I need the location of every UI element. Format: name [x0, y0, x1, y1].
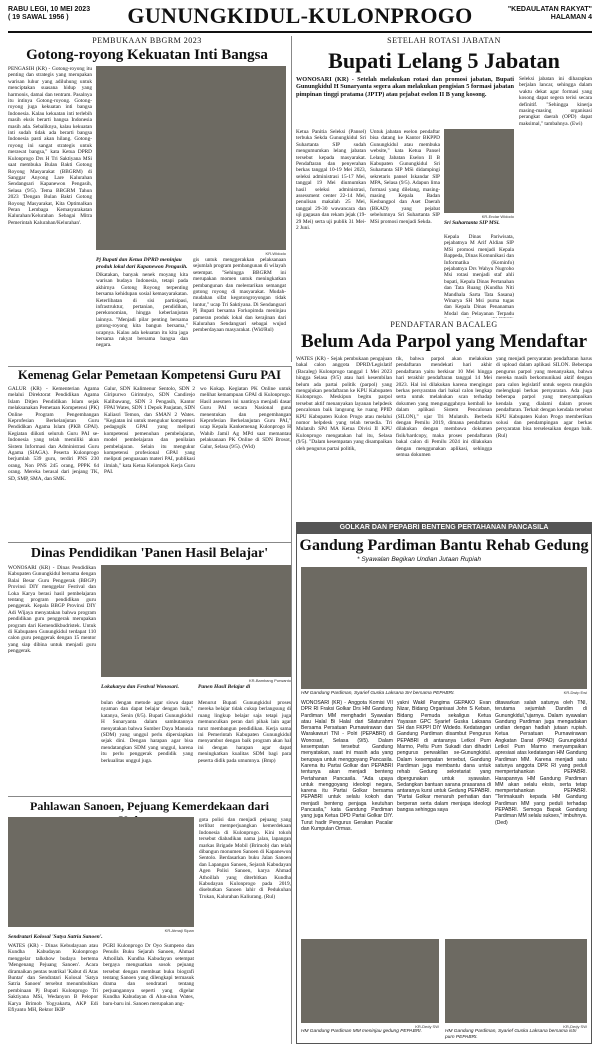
photo-caption: Panen Hasil Belajar di [198, 684, 251, 690]
photo-credit: KR-Dwip Ewi [563, 690, 587, 695]
article-dinas-pendidikan [8, 545, 291, 793]
article-kemenag [8, 368, 291, 540]
article-column: ditawarkan salah satunya oleh TNI, terutama sejumlah Dandim di Gunungkidul,"ujarnya. Dalam syawalan Gandung Pardiman juga mengadakan undian dengan hadiah jutaan rupiah. Ketua Persatuan Purnawirawan Angkatan Darat (PPAD) Gunungkidul Letkol Purn Marmo menyampaikan apresiasi atas kedatangan HM Gandung Pardiman MM. Karena menjadi satu satunya anggota DPR RI yang peduli mempertahankan PEPABRI. Harapannya HM Gandung Pardiman MM akan selalu eksis, serta tetap mempertahankan PEPABRI. "Terimakasih kepada HM Gandung Pardiman MM yang peduli terhadap PEPABRI. Semoga Bapak Gandung Pardiman MM selalu sukses," imbuhnya. (Ded) [495, 700, 587, 826]
photo-credit: KR-Bambang Purwanto [248, 678, 291, 683]
group-photo [301, 567, 587, 689]
column-divider [291, 36, 292, 362]
article-title: Kemenag Gelar Pemetaan Kompetensi Guru PAI [17, 368, 282, 382]
article-column: WONOSARI (KR) - Anggota Komisi VII DPR RI Fraksi Golkar Drs HM Gandung Pardiman MM menghadiri Syawalan atau Halal Bi Halal dari Silaturahmi Bersama Persatuan Purnawirawan dan Warakawuri TNI - Polri (PEPABRI) di Wonosari, Selasa (9/5). Dalam kesempatan tersebut Gandung menyatakan, saat ini masih ada yang berupaya untuk menggoyang Pancasila. Karena itu Partai Golkar dan PEPABRI tentunya akan menjadi benteng Pertahanan Pancasila. "Ada upaya untuk menggoyang ideologi negara, karena itu Partai Golkar bersama PEPABRI untuk selalu kokoh dan menjadi benteng penjaga keutuhan Pancasila," kata Gandung Pardiman yang juga Ketua DPD Partai Golkar DIY. Turut hadir Pengurus Gerakan Pacalar dan Kumpulan Ormas. [301, 700, 393, 832]
photo-caption: HM Gandung Pardiman, Syarief Guska Laksana SH bersama PEPABRI. [301, 691, 455, 696]
article-kicker: SETELAH ROTASI JABATAN [387, 36, 501, 45]
news-photo [96, 66, 286, 250]
javanese-date-line: ( 19 SAWAL 1956 ) [8, 14, 69, 21]
section-divider [8, 366, 291, 367]
photo-caption: Lokakarya dan Festival Wonosari. [101, 684, 180, 690]
article-column: PGRI Kulonprogo Dr Oyo Sumpeno dan Penulis Buku Sejarah Sanoen, Ahmad Athoillah. Kundha Kabudayan setempat bergaya menguatkan sosok pejuang tersebut dengan membuat buku biografi tentang Sanoen yang dilengkapi termasuk drama dan sendratari tentang perjuangannya seperti yang digelar Kundha Kabudayan di Alun-alun Wates, baru-baru ini. Sanoen merupakan ang- [103, 943, 194, 1007]
article-title: Gandung Pardiman Bantu Rehab Gedung [299, 537, 589, 554]
photo-caption: HM Gandung Pardiman MM meninjau gedung PEPABRI. [301, 1029, 422, 1034]
article-gotong-royong [8, 36, 286, 366]
photo-credit: KR-Atmaji Sipan [164, 928, 194, 933]
article-lead: WONOSARI (KR) - Setelah melakukan rotasi dan promosi jabatan, Bupati Gunungkidul H Sunaryanta segera akan melakukan pengisian 5 formasi jabatan pimpinan tinggi pratama (JPTP) atau pejabat eselon II B yang kosong. [296, 76, 514, 98]
article-pahlawan-sanoen [8, 799, 291, 1044]
article-column: gota polisi dan menjadi pejuang yang terlibat memperjuangkan kemerdekaan Indonesia di Kulonprogo. Kini tokoh tersebut diabadikan nama jalan, lapangan markas Brigade Mobil (Brimob) dan telah dibangun monumen Sanoen di Kapanewon Sentolo. Berdasarkan buku Jalan Sanoen dan Lapangan Sanoen, Sejarah Kabudayan Agen Polisi Sanoen, karya Ahmad Athoillah yang diterbitkan Kundha Kabudayan Kulonprogo pada 2019, disebutkan Sanoen lahir di Pedukuhan Trukan, Kalurahan Kaliurang. (Rul) [199, 817, 291, 900]
section-band: GOLKAR DAN PEPABRI BENTENG PERTAHANAN PANCASILA [297, 523, 591, 534]
photo-credit: KR-Endar Widodo [481, 214, 514, 219]
article-column: WONOSARI (KR) - Dinas Pendidikan Kabupaten Gunungkidul bersama dengan Balai Besar Guru Penggerak (BBGP) Provinsi DIY menggelar Festival dan Loka Karya berasi hasil pembelajaran tentang program pendidikan guru penggerak. Kepala BBGP Provinsi DIY Adi Wijaya menyatakan bahwa program pendidikan guru penggerak merupakan program dari Kemendikbudristek. Untuk di Kabupaten Gunungkidul terdapat 110 calon guru penggerak dengan 15 mentor yang siap dibina untuk menjadi guru penggerak. [8, 565, 96, 655]
article-column: Ketua Panitia Seleksi (Pansel) terbuka Sekda Gunungkidul Sri Suhartanta SIP sudah mengumumkan lelang jabatan tersebut kepada masyarakat. Pendaftaran dan penyerahan berkas tanggal 10-19 Mei 2023, seleksi administrasi 15-17 Mei, tanggal 19 Mei diumumkan hasil seleksi administrasi, assessment center 22-14 Mei, penulisan makalah 25 Mei, tanggal 29-30 wawancara dan uji gagasan dan rekam jejak (19-29 Mei) serta uji publik 31 Mei- 2 Juni. [296, 129, 366, 232]
photo-credit: KR-Widodo [265, 251, 286, 256]
article-column: Galur, SDN Kalimenur Sentolo, SDN 2 Giripurwo Girimulyo, SDN Candirejo Kalibawang, SDN 3 Pengasih, Kantor FPAI Wates, SDN 1 Depok Panjatan, SDN Kaliasri Temon, dan SMAN 2 Wates. "Kegiatan ini untuk mengukur kompetensi pedagogik GPAI yang meliputi kompetensi pemenuhan pembelajaran, model pembelajaran dan penilaian pembelajaran. Selain itu mengukur kompetensi profesional GPAI yang meliputi penguasaan materi PAI, publikasi ilmiah," kata Ketua Kelompok Kerja Guru PAI. [104, 386, 195, 476]
date-line: RABU LEGI, 10 MEI 2023 [8, 6, 91, 13]
article-title: Bupati Lelang 5 Jabatan [328, 48, 560, 73]
article-gandung-pardiman [296, 522, 592, 1044]
article-column: tik, bahwa parpol akan melakukan pendaftaran mendekati hari akhir pendaftaran yaitu berkisar 10 Mei hingga hari terakhir pendaftaran tanggal 14 Mei 2023. Hal ini dilakukan karena mengingat berkas persyaratan dari bakal calon lengkap serta untuk melakukan scan terhadap dokumen yang mengunggahnya kembali ke dalam aplikasi Sistem Pencalonan (SILON)," ujar Tri Mulatsih. Berbeda dengan Pemilu 2019, dimana pendaftaran dilakukan dengan membawa dokumen fisik/hardcopy, maka proses pendaftaran bakal calon di Pemilu 2024 ini dilakukan dengan menggunakan aplikasi, sehingga semua dokumen [396, 356, 492, 459]
article-column: PENGASIH (KR) - Gotong-royong itu penting dan strategis yang merupakan warisan luhur yang adiluhung untuk menciptakan suasana hidup yang harmonis, damai dan tentram. Pasalnya itu intinya Gotong-royong. Gotong-royong juga kekuatan inti bangsa Indonesia. Kalau kekuatan inti terlebih masih eksis berarti bangsa Indonesia masih ada. Sebaliknya, kalau kekuatan inti sudah tidak ada berarti bangsa Indonesia pasti akan hilang. Gotong-royong ini sangat strategis untuk merawat bangsa," kata Ketua DPRD Kulonprogo Drs H Tri Saktiyana MSi saat membuka Bulan Bakti Gotong Royong Masyarakat (BBGRM) di Sanggar Anyong Lare Kalurahan Sendangsari Kapanewon Pengasih, Selasa (9/5). Tema BBGRM Tahun 2023 'Dengan Bulan Bakti Gotong Royong Masyarakat, Kita Optimalkan Peran Lembaga Kemasyarakatan Kalurahan/Kelurahan Sebagai Mitra Pemerintah Kalurahan/Kelurahan'. [8, 66, 92, 226]
article-title: Gotong-royong Kekuatan Inti Bangsa [26, 47, 268, 63]
photo-caption: Pj Bupati dan Ketua DPRD meninjau produk lokal dari Kapanewon Pengasih. [96, 257, 188, 270]
news-photo [445, 939, 587, 1023]
article-title: Pahlawan Sanoen, Pejuang Kemerdekaan dari [29, 799, 269, 813]
page-info [508, 6, 592, 22]
article-kicker: PEMBUKAAN BBGRM 2023 [92, 36, 202, 45]
column-divider [291, 366, 292, 1044]
article-column: Dikatakan, banyak nenek moyang kita warisan budaya Indonesia, tetapi pada akhirnya Gotong Royong terpenting bersama kehidupan sosial kemasyarakatan. Keterlibatan di sisi partisipasi, infrastruktur, pertanian, pendidikan, perekonomian, hingga keberlanjutan lainnya. "Menjadi pilar penting bersama gotong-royong kita bangun bersama," ucapnya. Kalau ada kekuatan itu kita jaga bersama rakyat bersama bangsa dan negara. [96, 272, 188, 349]
photo-caption: Sendratari Kolosal 'Satya Satria Sanoen'. [8, 934, 103, 940]
photo-credit: KR-Dedy SW [563, 1024, 587, 1029]
header-rule [8, 31, 592, 33]
article-column: gis untuk menggerakkan pelaksanaan sejumlah program pembangunan di wilayah setempat. "Sehingga BBGRM ini merupakan momen untuk meningkatkan pembangunan dan melestarikan semangat gotong royong di masyarakat. Mudah-mudahan sifat kegotongroyongan tidak luntur," ucap Tri Saktiyana. Di Sendangsari Pj Bupati bersama Forkopimda meninjau pameran produk lokal dan kerajinan dari Kalurahan Sendangsari sebagai wujud pemberdayaan masyarakat. (Wid/Rul) [193, 257, 286, 334]
article-title: Dinas Pendidikan 'Panen Hasil Belajar' [30, 546, 269, 561]
article-kicker: PENDAFTARAN BACALEG [390, 320, 498, 329]
photo-caption: HM Gandung Pardiman, Syarief Guska Laksana bersama istri purn PEPABRI. [445, 1029, 577, 1040]
news-photo [101, 565, 291, 677]
article-column: Kepala Dinas Pariwisata, pejabatnya M Arif Aldian SIP MSi promosi menjadi Kepala Bappeda, Dinas Komunikasi dan Informatika (Kominfo) pejabatnya Drs Wahyu Nugroho Msi rotasi menjadi staf ahli bupati, Kepala Dinas Pertanahan dan Tata Ruang (Kundha Niti Mandhala Sarta Tata Sasana) Winarya SH Msi purna tugas dan Kepala Dinas Penanaman Modal dan Pelayanan Terpadu [444, 234, 514, 317]
article-bacaleg [296, 320, 592, 520]
article-column: WATES (KR) - Dinas Kebudayaan atau Kundha Kabudayan Kulonprogo menggelar talkshow budaya bertema 'Mengenang Pejuang Sanoen'. Acara diramaikan pentas teatrikal 'Kabut di Atas Buntar' dan Sendratari Kolosal 'Satya Satria Sanoen' tersebut menumbuhkan pembinaan Pj Bupati Kulonprogo Tri Saktiyana MSi, Wedanyon B Pelopor Karya Brimob Yogyakarta, AKP Edi Efiyanto MH, Rektor IKIP [8, 943, 98, 1014]
article-bupati-lelang [296, 36, 592, 318]
news-photo [8, 817, 194, 927]
article-column: GALUR (KR) - Kementerian Agama melalui Direktorat Pendidikan Agama Islam Ditjen Pendidikan Islam sejak melaksanakan Pemetaan Kompetensi (PK) Online Program Pengembangan Keprofesian Berkelanjutan Guru Pendidikan Agama Islam (PKB GPAI). Kegiatan diikuti seluruh Guru PAI se-Indonesia yang telah memiliki akun Sistem Informasi dan Administrasi Guru Agama (SIAGA). Peserta Kulonprogo berjumlah 539 guru, terdiri PNS 230 orang, Non PNS 245 orang, PPPK 64 orang. Mereka berasal dari jenjang TK, SD, SMP, SMA, dan SMK. [8, 386, 99, 482]
news-photo [301, 939, 439, 1023]
paper-name: "KEDAULATAN RAKYAT" [507, 6, 592, 13]
article-column: yang menjadi persyaratan pendaftaran harus di upload dalam aplikasi SILON. Beberapa pengurus parpol yang menanyakan, bahwa mereka masih berkomunikasi aktif dengan para calon legislatif untuk segera mungkin melengkapi berkas persyaratan. Ada juga beberapa parpol yang menyampaikan kendala yang dialami dalam proses pendaftaran. Terkait dengan kendala tersebut KPU Kabupaten Kulon Progo memberikan solusi dan pendampingan agar berkas persyaratan bisa terselesaikan dengan baik. (Rul) [496, 356, 592, 439]
article-column: bulan dengan metode agar siswa dapat nyaman dan dapat belajar dengan baik," katanya, Senin (8/5). Bupati Gunungkidul H Sunaryanta dalam sambutannya menyatakan bahwa Sumber Daya Manusia (SDM) yang unggul perlu dipersiapkan sejak dini. Dengan harapan agar bisa mendatangkan SDM yang unggul, karena itu perlu penggerak pendidik yang berkualitas unggul juga. [101, 700, 193, 764]
article-title: Belum Ada Parpol yang Mendaftar [300, 331, 588, 352]
article-column: Seleksi jabatan ini diharapkan berjalan lancar, sehingga dalam waktu dekat agar formasi yang kosong dapat segera terisi secara definitif. "Sehingga kinerja masing-masing organisasi perangkat daerah (OPD) dapat maksimal," tambahnya. (Ewi) [519, 76, 592, 127]
article-column: Untuk jabatan eselon pendaftar bisa datang ke Kantor BKPPD Gunungkidul atau membuka website," kata Ketua Pansel Lelang Jabatan Eselon II B Kabupaten Gunungkidul Sri Suhartanta SIP MSi didampingi sekretaris pansel Iskandar SIP MPA, Selasa (9/5). Adapun lima formasi yang dilelang, masing-masing Kepala Badan Kesbangpol dan Aset Daerah (BKAD) yang pejabat sebelumnya Sri Suhartanta SIP MSi promosi menjadi Sekda. [370, 129, 440, 225]
article-column: wo Kokap. Kegiatan PK Online untuk melihat kemampuan GPAI di Kulonprogo. Hasil asesmen ini nantinya menjadi dasar Guru PAI secara Nasional guna menentukan dan pengembangan Keprofesian Berkelanjutan Guru PAI," ucap Kepala Kankemenag Kulonprogo H Wahib Jamil Ag MPd saat memantau pelaksanaan PK Online di SDN Brosot, Galur, Selasa (9/5). (Wid) [200, 386, 291, 450]
article-subtitle: * Syawalan Begikan Undian Jutaan Rupiah [357, 556, 481, 563]
section-divider [8, 796, 291, 797]
masthead: GUNUNGKIDUL-KULONPROGO [127, 3, 473, 28]
portrait-photo [444, 129, 514, 213]
page-number: HALAMAN 4 [550, 14, 592, 21]
article-column: yakni Wakil Pangima GEPAKO Evan Nizar, Bidang Organisasi John S Keban, Bidang Pemuda sekaligus Ketua Yayasan GPC Syarief Guska Laksana SH dan FKPPI DIY Widedo. Kedatangan Gandung Pardiman disambut Pengurus PEPABRI di antaranya Letkol Purn Marmo, Peltu Purn Sukadi dan dihadiri pengurus perwakilan se-Gunungkidul. Dalam kesempatan tersebut, Gandung Pardiman juga membantu dana untuk rehab Gedung sekretariat yang dipergunakan untuk syawalan. Sedangkan bantuan sarana prasarana di antaranya kursi untuk Gedung PEPABRI. "Partai Golkar menaruh perhatian dan berperan serta dalam menjaga ideologi bangsa sehingga saya [397, 700, 491, 814]
article-column: WATES (KR) - Sejak pembukaan pengajuan bakal calon anggota DPRD/Legislatif (Bacaleg) Kulonprogo tanggal 1 Mei 2023 hingga Selasa (9/5) atau hari kesembilan belum ada partai politik (parpol) yang mengajukan pendaftaran ke KPU Kabupaten Kulonprogo. Meskipun begitu parpol tersebut aktif menanyakan layanan helpdesk pencalonan baik langsung ke ruang PPID KPU Kabupaten Kulon Progo atau melalui nomor helpdesk yang telah tersedia. Tri Mulatsih SPd MA Ketua Divisi II KPU Kulonprogo mengatakan hal itu, Selasa (9/5). "Dalam kesempatan yang disampaikan oleh pengurus partai politik, [296, 356, 392, 452]
photo-caption: Sri Suhartanta SIP MSi. [444, 220, 500, 226]
section-divider [8, 542, 291, 543]
article-column: Menurut Bupati Gunungkidul proses mereka belajar tidak cukup berlangsung di ruang lingkup belajar saja tetapi juga memunculkan peran dari pihak lain agar turut membangun pendidikan. Kerja sama ini Pemerintah Kabupaten Gunungkidul menyambut dengan baik program akan hal ini dengan harapan agar dapat meningkatkan kualitas SDM bagi para peserta didik pada umumnya. (Bmp) [198, 700, 291, 764]
photo-credit: KR-Dedy SW [415, 1024, 439, 1029]
